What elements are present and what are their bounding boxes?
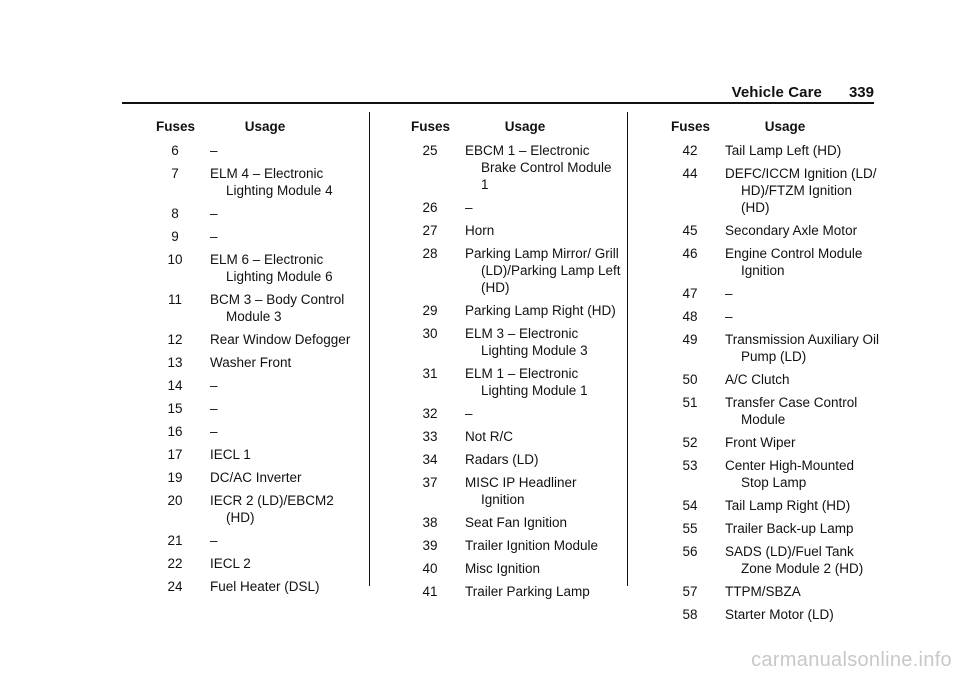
table-row <box>655 308 885 325</box>
fuse-usage: Not R/C <box>465 429 514 444</box>
table-row <box>140 578 360 595</box>
table-header <box>655 118 885 136</box>
table-row <box>655 583 885 600</box>
fuse-number: 7 <box>171 166 179 181</box>
fuse-usage: TTPM/SBZA <box>725 584 801 599</box>
fuse-number: 41 <box>422 584 438 599</box>
fuse-number: 55 <box>682 521 698 536</box>
fuse-usage: DC/AC Inverter <box>210 470 302 485</box>
section-title: Vehicle Care <box>731 84 822 101</box>
column-divider <box>369 112 370 586</box>
page-number: 339 <box>848 84 874 101</box>
fuse-number: 31 <box>422 366 438 381</box>
fuse-number: 30 <box>422 326 438 341</box>
table-row <box>140 205 360 222</box>
fuse-usage: ELM 4 – Electronic Lighting Module 4 <box>210 166 333 198</box>
fuse-usage: Seat Fan Ignition <box>465 515 568 530</box>
fuse-number: 46 <box>682 246 698 261</box>
table-row <box>655 497 885 514</box>
usage-column-header: Usage <box>504 119 546 134</box>
table-row <box>395 199 625 216</box>
fuse-usage: BCM 3 – Body Control Module 3 <box>210 292 345 324</box>
fuse-usage: Front Wiper <box>725 435 796 450</box>
table-row <box>140 228 360 245</box>
table-row <box>140 165 360 199</box>
table-row <box>655 331 885 365</box>
table-row <box>395 365 625 399</box>
table-row <box>395 474 625 508</box>
fuse-usage: Center High-Mounted Stop Lamp <box>725 458 855 490</box>
table-row <box>140 423 360 440</box>
fuse-usage: Misc Ignition <box>465 561 541 576</box>
table-row <box>140 492 360 526</box>
fuse-usage: Washer Front <box>210 355 292 370</box>
fuse-usage: Horn <box>465 223 495 238</box>
fuse-number: 52 <box>682 435 698 450</box>
fuse-usage: – <box>210 378 218 393</box>
fuse-number: 33 <box>422 429 438 444</box>
table-row <box>395 514 625 531</box>
fuses-column-header: Fuses <box>156 119 196 134</box>
table-header <box>395 118 625 136</box>
fuse-usage: – <box>725 309 733 324</box>
fuse-usage: Tail Lamp Left (HD) <box>725 143 842 158</box>
table-row <box>655 371 885 388</box>
fuse-number: 25 <box>422 143 438 158</box>
fuse-number: 53 <box>682 458 698 473</box>
fuse-number: 48 <box>682 309 698 324</box>
table-row <box>655 434 885 451</box>
table-row <box>140 469 360 486</box>
fuses-column-header: Fuses <box>411 119 451 134</box>
fuse-usage: Transfer Case Control Module <box>725 395 858 427</box>
table-row <box>140 400 360 417</box>
table-row <box>395 325 625 359</box>
fuse-number: 57 <box>682 584 698 599</box>
fuses-column-header: Fuses <box>671 119 711 134</box>
table-row <box>395 537 625 554</box>
fuse-number: 16 <box>167 424 183 439</box>
fuse-usage: Fuel Heater (DSL) <box>210 579 320 594</box>
fuse-number: 14 <box>167 378 183 393</box>
table-row <box>140 354 360 371</box>
fuse-usage: Trailer Back-up Lamp <box>725 521 854 536</box>
fuse-table-column <box>395 118 625 606</box>
table-row <box>395 451 625 468</box>
fuse-number: 37 <box>422 475 438 490</box>
fuse-number: 51 <box>682 395 698 410</box>
table-row <box>655 394 885 428</box>
fuse-usage: – <box>465 200 473 215</box>
fuse-usage: ELM 3 – Electronic Lighting Module 3 <box>465 326 588 358</box>
fuse-usage: Radars (LD) <box>465 452 539 467</box>
fuse-number: 15 <box>167 401 183 416</box>
table-row <box>655 543 885 577</box>
fuse-number: 8 <box>171 206 179 221</box>
table-row <box>655 520 885 537</box>
fuse-number: 45 <box>682 223 698 238</box>
fuse-usage: SADS (LD)/Fuel Tank Zone Module 2 (HD) <box>725 544 864 576</box>
watermark: carmanualsonline.info <box>751 649 952 671</box>
fuse-number: 20 <box>167 493 183 508</box>
fuse-number: 54 <box>682 498 698 513</box>
fuse-usage: EBCM 1 – Electronic Brake Control Module 1 <box>465 143 612 192</box>
fuse-number: 50 <box>682 372 698 387</box>
fuse-usage: IECR 2 (LD)/EBCM2 (HD) <box>210 493 334 525</box>
fuse-usage: – <box>210 533 218 548</box>
fuse-number: 38 <box>422 515 438 530</box>
fuse-number: 6 <box>171 143 179 158</box>
table-row <box>395 428 625 445</box>
fuse-number: 58 <box>682 607 698 622</box>
fuse-number: 13 <box>167 355 183 370</box>
fuse-usage: Rear Window Defogger <box>210 332 351 347</box>
fuse-usage: – <box>210 206 218 221</box>
fuse-number: 29 <box>422 303 438 318</box>
table-row <box>655 457 885 491</box>
fuse-usage: – <box>210 401 218 416</box>
fuse-usage: Trailer Parking Lamp <box>465 584 590 599</box>
fuse-table-column <box>140 118 360 601</box>
table-row <box>140 142 360 159</box>
fuse-number: 9 <box>171 229 179 244</box>
table-row <box>395 560 625 577</box>
fuse-number: 32 <box>422 406 438 421</box>
fuse-number: 56 <box>682 544 698 559</box>
fuse-usage: Starter Motor (LD) <box>725 607 834 622</box>
fuse-number: 42 <box>682 143 698 158</box>
table-row <box>140 331 360 348</box>
table-row <box>395 583 625 600</box>
fuse-usage: DEFC/ICCM Ignition (LD/ HD)/FTZM Ignition (HD) <box>725 166 877 215</box>
table-row <box>140 377 360 394</box>
fuse-usage: Engine Control Module Ignition <box>725 246 863 278</box>
fuse-number: 24 <box>167 579 183 594</box>
fuse-number: 26 <box>422 200 438 215</box>
fuse-number: 10 <box>167 252 183 267</box>
header-rule <box>122 102 874 104</box>
fuse-usage: ELM 1 – Electronic Lighting Module 1 <box>465 366 588 398</box>
table-row <box>655 285 885 302</box>
fuse-usage: Secondary Axle Motor <box>725 223 858 238</box>
fuse-number: 47 <box>682 286 698 301</box>
usage-column-header: Usage <box>244 119 286 134</box>
fuse-number: 44 <box>682 166 698 181</box>
fuse-usage: IECL 1 <box>210 447 251 462</box>
fuse-number: 40 <box>422 561 438 576</box>
fuse-number: 27 <box>422 223 438 238</box>
table-row <box>655 222 885 239</box>
fuse-number: 39 <box>422 538 438 553</box>
table-row <box>395 302 625 319</box>
table-row <box>140 291 360 325</box>
table-header <box>140 118 360 136</box>
fuse-usage: Trailer Ignition Module <box>465 538 599 553</box>
table-row <box>140 251 360 285</box>
fuse-usage: Parking Lamp Right (HD) <box>465 303 616 318</box>
fuse-number: 11 <box>167 292 182 307</box>
column-divider <box>627 112 628 586</box>
fuse-number: 21 <box>167 533 183 548</box>
fuse-usage: ELM 6 – Electronic Lighting Module 6 <box>210 252 333 284</box>
fuse-usage: – <box>210 424 218 439</box>
table-row <box>140 532 360 549</box>
table-row <box>655 245 885 279</box>
fuse-usage: IECL 2 <box>210 556 251 571</box>
table-row <box>395 142 625 193</box>
fuse-number: 34 <box>422 452 438 467</box>
fuse-number: 28 <box>422 246 438 261</box>
fuse-usage: – <box>210 229 218 244</box>
fuse-number: 12 <box>167 332 183 347</box>
fuse-usage: MISC IP Headliner Ignition <box>465 475 577 507</box>
table-row <box>140 446 360 463</box>
fuse-number: 22 <box>167 556 183 571</box>
fuse-usage: Parking Lamp Mirror/ Grill (LD)/Parking Lamp Left (HD) <box>465 246 621 295</box>
fuse-number: 19 <box>167 470 183 485</box>
fuse-usage: – <box>465 406 473 421</box>
table-row <box>395 222 625 239</box>
fuse-usage: Transmission Auxiliary Oil Pump (LD) <box>725 332 880 364</box>
fuse-usage: A/C Clutch <box>725 372 790 387</box>
fuse-usage: Tail Lamp Right (HD) <box>725 498 851 513</box>
fuse-number: 49 <box>682 332 698 347</box>
fuse-table-column <box>655 118 885 629</box>
table-row <box>140 555 360 572</box>
table-row <box>655 165 885 216</box>
table-row <box>395 405 625 422</box>
table-row <box>655 606 885 623</box>
table-row <box>395 245 625 296</box>
fuse-usage: – <box>210 143 218 158</box>
table-row <box>655 142 885 159</box>
fuse-usage: – <box>725 286 733 301</box>
page-header <box>122 84 874 104</box>
fuse-number: 17 <box>167 447 183 462</box>
usage-column-header: Usage <box>764 119 806 134</box>
